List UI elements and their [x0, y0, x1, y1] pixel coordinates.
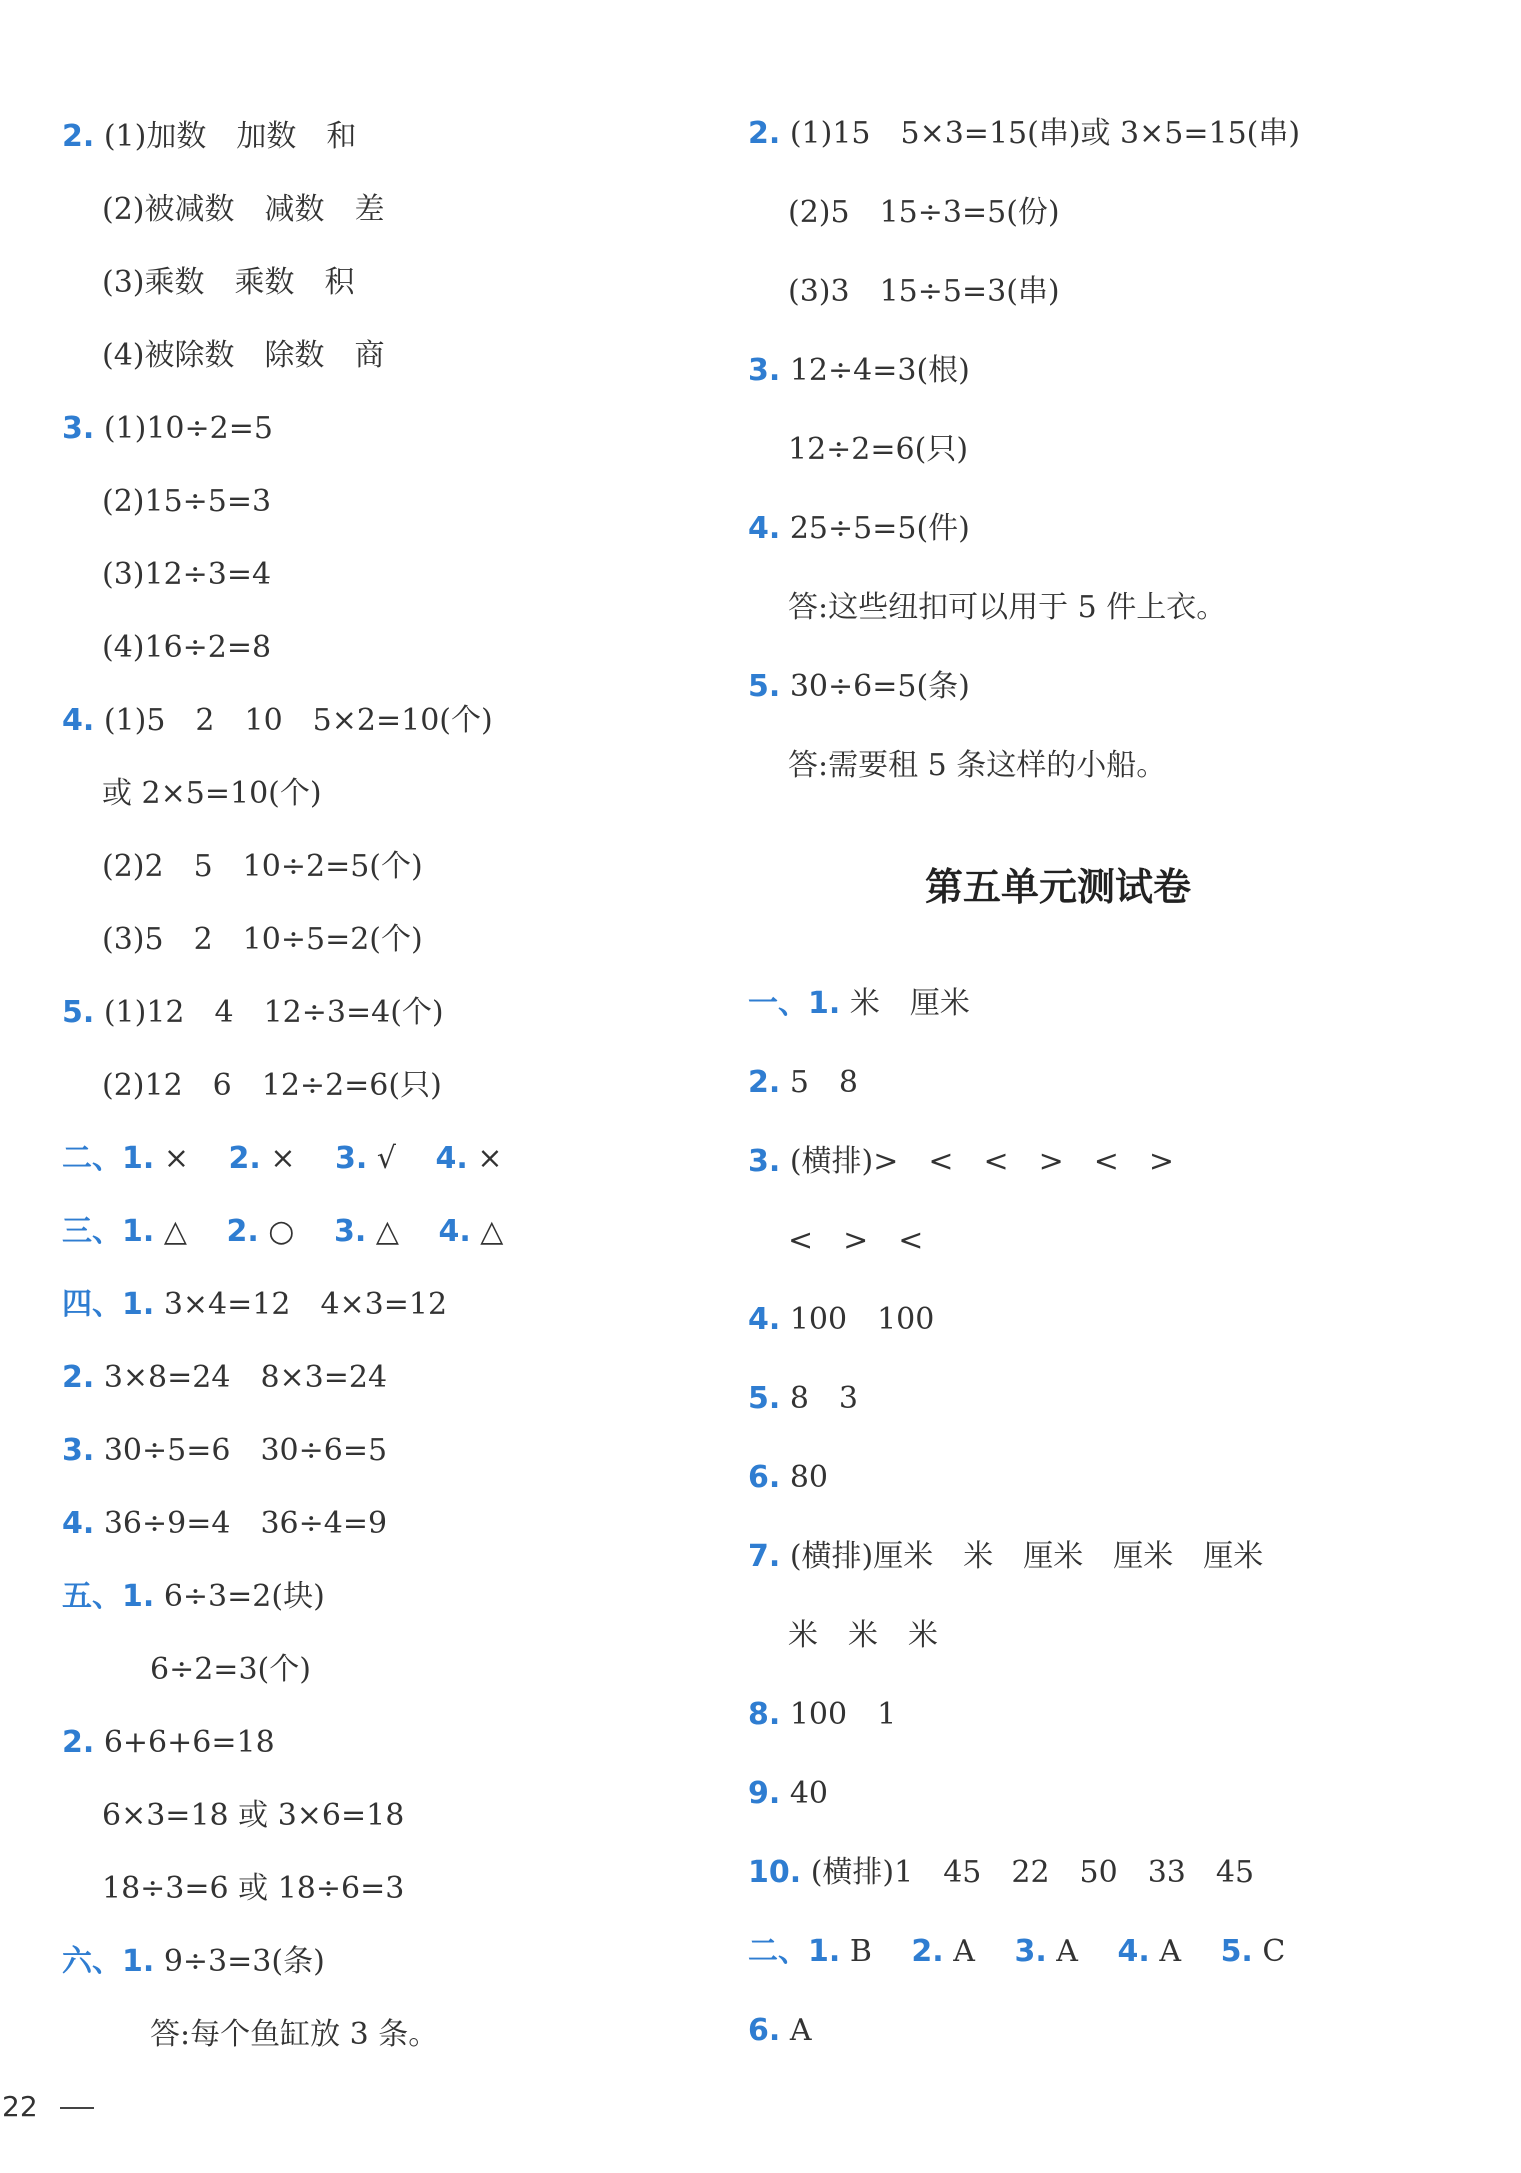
answer-line: 5. 8 3 [748, 1381, 859, 1416]
answer-line: 4. 25÷5=5(件) [748, 511, 970, 546]
answer-line: 6÷2=3(个) [150, 1652, 311, 1687]
answer-line: 2. 5 8 [748, 1065, 859, 1100]
answer-line: 12÷2=6(只) [788, 432, 969, 467]
answer-line: 5. 30÷6=5(条) [748, 669, 970, 704]
answer-line: 2. 6+6+6=18 [62, 1725, 275, 1760]
answer-line: (2)15÷5=3 [102, 484, 272, 519]
answer-line: 3. (1)10÷2=5 [62, 411, 273, 446]
answer-line: 4. 100 100 [748, 1302, 935, 1337]
answer-line: 三、1. △ 2. ○ 3. △ 4. △ [62, 1214, 504, 1249]
answer-line: 四、1. 3×4=12 4×3=12 [62, 1287, 448, 1322]
answer-line: (4)被除数 除数 商 [102, 338, 385, 373]
section-title: 第五单元测试卷 [924, 864, 1191, 909]
answer-line: 3. 12÷4=3(根) [748, 353, 970, 388]
answer-line: (2)被减数 减数 差 [102, 192, 385, 227]
answer-line: 6. 80 [748, 1460, 829, 1495]
answer-line: 五、1. 6÷3=2(块) [62, 1579, 325, 1614]
answer-line: 2. (1)加数 加数 和 [62, 119, 357, 154]
answer-line: 10. (横排)1 45 22 50 33 45 [748, 1855, 1255, 1890]
answer-line: 答:每个鱼缸放 3 条。 [150, 2017, 439, 2052]
answer-line: 6×3=18 或 3×6=18 [102, 1798, 405, 1833]
answer-line: 4. (1)5 2 10 5×2=10(个) [62, 703, 493, 738]
answer-line: (2)12 6 12÷2=6(只) [102, 1068, 442, 1103]
answer-line: (2)5 15÷3=5(份) [788, 195, 1060, 230]
answer-line: 二、1. B 2. A 3. A 4. A 5. C [748, 1934, 1286, 1969]
page-number-dash [60, 2107, 94, 2109]
page-number: 22 [2, 2090, 38, 2123]
answer-line: 2. 3×8=24 8×3=24 [62, 1360, 388, 1395]
answer-line: 答:需要租 5 条这样的小船。 [788, 748, 1167, 783]
answer-line: 2. (1)15 5×3=15(串)或 3×5=15(串) [748, 116, 1301, 151]
answer-line: 米 米 米 [788, 1618, 938, 1653]
answer-line: 6. A [748, 2013, 812, 2048]
answer-line: 或 2×5=10(个) [102, 776, 322, 811]
answer-line: (3)乘数 乘数 积 [102, 265, 355, 300]
answer-line: 3. (横排)> < < > < > [748, 1144, 1175, 1179]
answer-line: 9. 40 [748, 1776, 829, 1811]
answer-line: (2)2 5 10÷2=5(个) [102, 849, 423, 884]
answer-line: 18÷3=6 或 18÷6=3 [102, 1871, 405, 1906]
answer-line: < > < [788, 1223, 924, 1258]
answer-line: 8. 100 1 [748, 1697, 897, 1732]
answer-line: 答:这些纽扣可以用于 5 件上衣。 [788, 590, 1227, 625]
answer-line: 3. 30÷5=6 30÷6=5 [62, 1433, 388, 1468]
answer-line: 一、1. 米 厘米 [748, 986, 970, 1021]
answer-line: (3)12÷3=4 [102, 557, 272, 592]
answer-line: 5. (1)12 4 12÷3=4(个) [62, 995, 444, 1030]
answer-line: (4)16÷2=8 [102, 630, 272, 665]
answer-line: (3)3 15÷5=3(串) [788, 274, 1060, 309]
answer-line: 六、1. 9÷3=3(条) [62, 1944, 325, 1979]
answer-line: (3)5 2 10÷5=2(个) [102, 922, 423, 957]
answer-line: 7. (横排)厘米 米 厘米 厘米 厘米 [748, 1539, 1264, 1574]
answer-line: 二、1. × 2. × 3. √ 4. × [62, 1141, 503, 1176]
answer-line: 4. 36÷9=4 36÷4=9 [62, 1506, 388, 1541]
